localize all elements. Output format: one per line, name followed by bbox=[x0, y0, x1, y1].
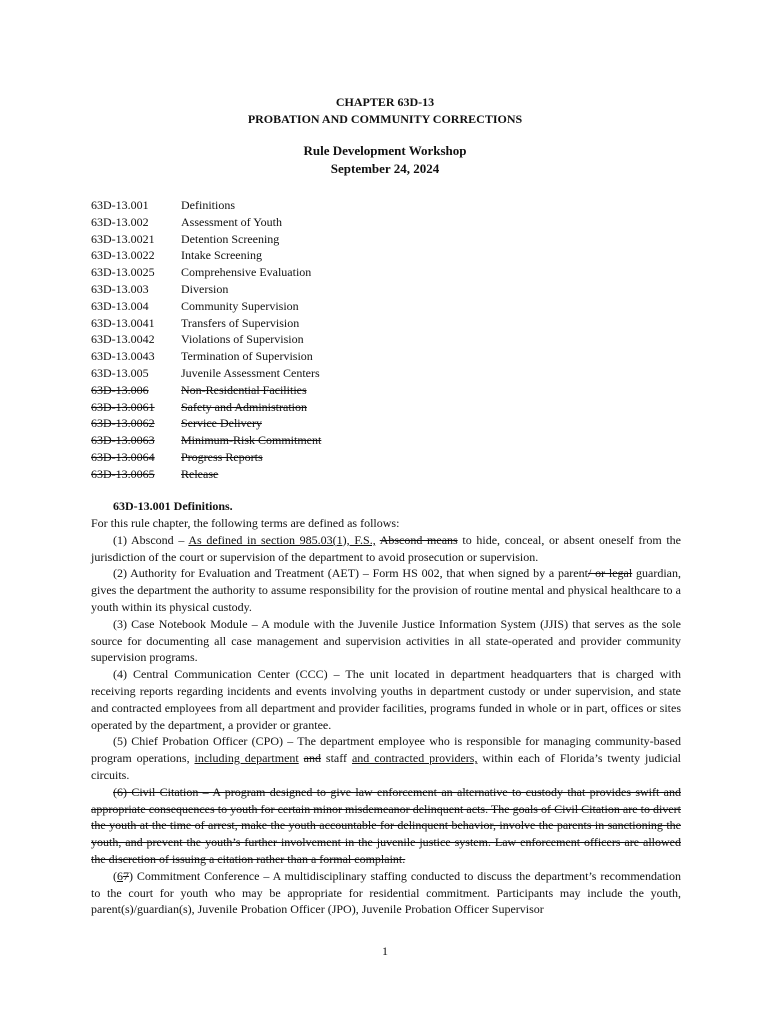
deleted-text: Abscond means bbox=[379, 532, 458, 547]
chapter-title: PROBATION AND COMMUNITY CORRECTIONS bbox=[247, 112, 523, 126]
toc-title: Assessment of Youth bbox=[181, 214, 283, 229]
toc-row bbox=[91, 197, 321, 214]
toc-row-deleted bbox=[91, 415, 321, 432]
definition-cpo bbox=[91, 733, 681, 783]
deleted-text: / or legal bbox=[587, 566, 633, 581]
table-of-contents bbox=[91, 197, 321, 483]
section-heading: 63D-13.001 Definitions. bbox=[113, 499, 233, 513]
toc-number: 63D-13.005 bbox=[91, 365, 149, 380]
toc-title: Minimum-Risk Commitment bbox=[181, 433, 322, 448]
toc-title: Progress Reports bbox=[181, 449, 263, 464]
toc-row bbox=[91, 365, 321, 382]
definition-ccc: (4) Central Communication Center (CCC) – The unit located in department headquarters that is charged with receiving reports regarding incidents and events involving youths in department custody or under supervision, and state and contracted employees from all department and provider facilities, programs funded in whole or in part, offices or sites operated by the department, a provider or grantee. bbox=[91, 667, 681, 732]
toc-row bbox=[91, 348, 321, 365]
toc-title: Violations of Supervision bbox=[181, 332, 304, 347]
toc-number: 63D-13.001 bbox=[91, 198, 149, 212]
toc-title: Safety and Administration bbox=[181, 399, 307, 414]
deleted-text: 7 bbox=[123, 868, 129, 883]
toc-number: 63D-13.0061 bbox=[91, 399, 155, 414]
toc-title: Detention Screening bbox=[181, 231, 280, 246]
inserted-text: and contracted providers, bbox=[351, 751, 478, 766]
definition-text: (2) Authority for Evaluation and Treatment (AET) – Form HS 002, that when signed by a parent bbox=[113, 566, 588, 581]
toc-title: Intake Screening bbox=[181, 248, 262, 263]
definition-text: ( bbox=[113, 868, 117, 883]
toc-number: 63D-13.0042 bbox=[91, 332, 155, 347]
toc-number: 63D-13.0025 bbox=[91, 265, 155, 280]
toc-row bbox=[91, 331, 321, 348]
page-number: 1 bbox=[382, 944, 388, 958]
toc-row-deleted bbox=[91, 466, 321, 483]
workshop-date: September 24, 2024 bbox=[330, 161, 440, 176]
toc-number: 63D-13.006 bbox=[91, 382, 149, 397]
definition-text: guardian, gives the department the authority to assume responsibility for the provision of routine mental and physical healthcare to a youth within its physical custody. bbox=[91, 566, 681, 614]
definition-abscond bbox=[91, 532, 681, 566]
definition-commitment-conference bbox=[91, 868, 681, 918]
definition-civil-citation-deleted: (6) Civil Citation – A program designed to give law enforcement an alternative to custody that provides swift and appropriate consequences to youth for certain minor misdemeanor delinquent acts. The goals of Civil Citation are to divert the youth at the time of arrest, make the youth accountable for delinquent behavior, involve the parents in sanctioning the youth, and prevent the youth’s further involvement in the juvenile justice system. Law enforcement officers are allowed the discretion of issuing a citation rather than a formal complaint. bbox=[91, 784, 681, 866]
toc-title: Termination of Supervision bbox=[181, 349, 313, 364]
toc-number: 63D-13.0062 bbox=[91, 416, 155, 431]
toc-row bbox=[91, 281, 321, 298]
toc-number: 63D-13.002 bbox=[91, 214, 149, 229]
inserted-text: As defined in section 985.03(1), F.S., bbox=[188, 532, 376, 547]
toc-title: Diversion bbox=[181, 281, 229, 296]
definition-case-notebook: (3) Case Notebook Module – A module with the Juvenile Justice Information System (JJIS) that serves as the sole source for documenting all case management and supervision activities in all state-operated and provider community supervision programs. bbox=[91, 616, 681, 665]
toc-title: Juvenile Assessment Centers bbox=[181, 365, 320, 380]
inserted-text: 6 bbox=[117, 868, 123, 883]
toc-number: 63D-13.0022 bbox=[91, 248, 155, 263]
toc-number: 63D-13.004 bbox=[91, 298, 149, 313]
toc-number: 63D-13.0041 bbox=[91, 315, 155, 330]
toc-row bbox=[91, 315, 321, 332]
toc-row-deleted bbox=[91, 449, 321, 466]
toc-row bbox=[91, 247, 321, 264]
toc-number: 63D-13.0064 bbox=[91, 449, 155, 464]
toc-row-deleted bbox=[91, 382, 321, 399]
toc-title: Service Delivery bbox=[181, 416, 262, 431]
toc-row-deleted bbox=[91, 432, 321, 449]
toc-number: 63D-13.0021 bbox=[91, 231, 155, 246]
definition-text: to hide, conceal, or absent oneself from the jurisdiction of the court or supervision of the department to avoid prosecution or supervision. bbox=[91, 532, 681, 564]
toc-row-deleted bbox=[91, 399, 321, 416]
workshop-title: Rule Development Workshop bbox=[303, 143, 467, 158]
definition-text: (1) Abscond – bbox=[113, 532, 189, 547]
toc-title: Community Supervision bbox=[181, 298, 299, 313]
chapter-heading: CHAPTER 63D-13 bbox=[335, 95, 435, 109]
definition-text: staff bbox=[321, 751, 352, 766]
toc-row bbox=[91, 264, 321, 281]
toc-row bbox=[91, 298, 321, 315]
definition-text: within each of Florida’s twenty judicial circuits. bbox=[91, 751, 681, 782]
definitions-body bbox=[91, 515, 681, 918]
toc-title: Comprehensive Evaluation bbox=[181, 265, 312, 280]
toc-title: Transfers of Supervision bbox=[181, 315, 300, 330]
definition-aet bbox=[91, 565, 681, 615]
toc-row bbox=[91, 214, 321, 231]
intro-paragraph: For this rule chapter, the following terms are defined as follows: bbox=[91, 516, 400, 530]
toc-title: Release bbox=[181, 466, 219, 481]
definition-text: ) Commitment Conference – A multidisciplinary staffing conducted to discuss the department’s recommendation to the court for youth who may be appropriate for residential commitment. Participants may include the youth, parent(s)/guardian(s), Juvenile Probation Officer (JPO), Juvenile Probation Officer Supervisor bbox=[91, 868, 681, 917]
toc-row bbox=[91, 231, 321, 248]
toc-number: 63D-13.0065 bbox=[91, 466, 155, 481]
toc-number: 63D-13.003 bbox=[91, 281, 149, 296]
deleted-text: and bbox=[303, 751, 321, 766]
toc-number: 63D-13.0063 bbox=[91, 433, 155, 448]
toc-number: 63D-13.0043 bbox=[91, 349, 155, 364]
toc-title: Non-Residential Facilities bbox=[181, 382, 307, 397]
definition-text: (5) Chief Probation Officer (CPO) – The department employee who is responsible for managing community-based program operations, bbox=[91, 734, 681, 766]
inserted-text: including department bbox=[194, 751, 299, 766]
toc-title: Definitions bbox=[181, 198, 235, 212]
